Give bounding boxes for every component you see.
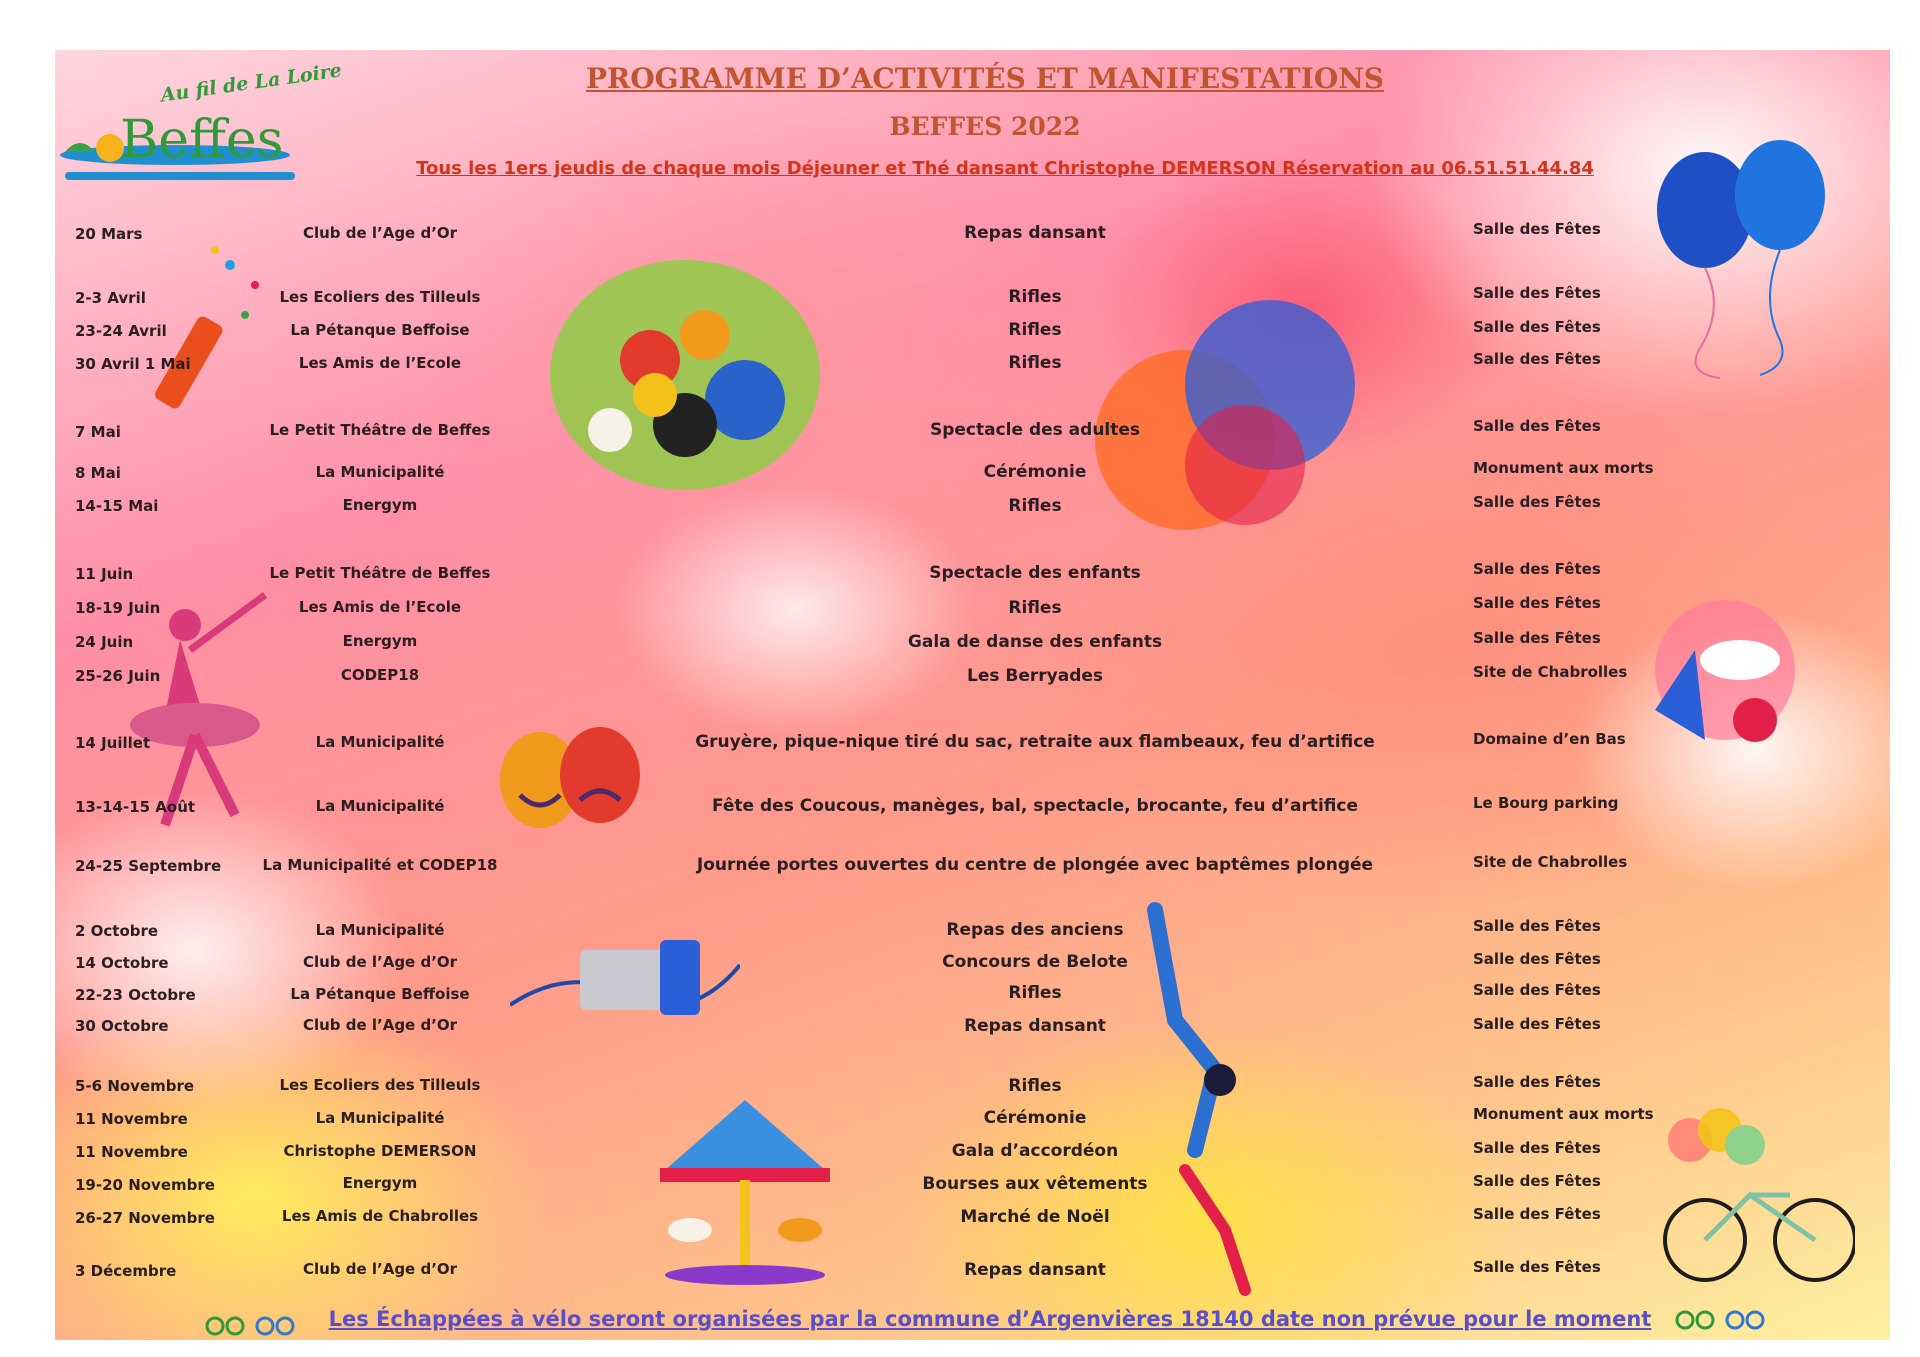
event-organizer: Le Petit Théâtre de Beffes: [269, 564, 491, 582]
event-activity: Rifles: [1008, 598, 1062, 618]
event-organizer: Energym: [342, 632, 418, 650]
poster: [55, 50, 1890, 1340]
event-date: 24 Juin: [75, 633, 134, 651]
event-activity: Cérémonie: [983, 462, 1087, 482]
event-place: Salle des Fêtes: [1473, 560, 1601, 578]
event-activity: Rifles: [1008, 353, 1062, 373]
event-date: 2-3 Avril: [75, 289, 146, 307]
event-date: 30 Avril 1 Mai: [75, 355, 191, 373]
event-activity: Bourses aux vêtements: [922, 1174, 1148, 1194]
event-organizer: La Pétanque Beffoise: [290, 321, 470, 339]
event-date: 23-24 Avril: [75, 322, 167, 340]
event-organizer: Les Amis de l’Ecole: [298, 598, 462, 616]
event-date: 30 Octobre: [75, 1017, 169, 1035]
event-organizer: Les Amis de l’Ecole: [298, 354, 462, 372]
event-activity: Repas dansant: [964, 1260, 1106, 1280]
event-place: Salle des Fêtes: [1473, 1258, 1601, 1276]
event-activity: Repas dansant: [964, 223, 1106, 243]
event-place: Salle des Fêtes: [1473, 284, 1601, 302]
event-organizer: La Municipalité: [315, 733, 445, 751]
doves-bouquet-icon: [1645, 590, 1825, 764]
event-organizer: La Municipalité: [315, 1109, 445, 1127]
event-organizer: La Pétanque Beffoise: [290, 985, 470, 1003]
logo-tagline: Au fil de La Loire: [159, 59, 344, 107]
event-organizer: La Municipalité: [315, 463, 445, 481]
event-activity: Journée portes ouvertes du centre de plongée avec baptêmes plongée: [696, 855, 1374, 875]
event-activity: Fête des Coucous, manèges, bal, spectacle, brocante, feu d’artifice: [711, 796, 1359, 816]
event-place: Salle des Fêtes: [1473, 493, 1601, 511]
event-activity: Gala d’accordéon: [951, 1141, 1119, 1161]
event-date: 24-25 Septembre: [75, 857, 222, 875]
event-activity: Repas des anciens: [946, 920, 1124, 940]
event-organizer: CODEP18: [340, 666, 420, 684]
event-place: Salle des Fêtes: [1473, 220, 1601, 238]
event-activity: Spectacle des enfants: [929, 563, 1141, 583]
event-place: Monument aux morts: [1473, 1105, 1654, 1123]
event-organizer: Christophe DEMERSON: [283, 1142, 477, 1160]
event-place: Salle des Fêtes: [1473, 1172, 1601, 1190]
event-organizer: La Municipalité: [315, 797, 445, 815]
event-place: Domaine d’en Bas: [1473, 730, 1626, 748]
event-place: Salle des Fêtes: [1473, 981, 1601, 999]
event-place: Site de Chabrolles: [1473, 663, 1628, 681]
event-place: Salle des Fêtes: [1473, 1015, 1601, 1033]
event-date: 2 Octobre: [75, 922, 159, 940]
event-activity: Rifles: [1008, 320, 1062, 340]
event-date: 25-26 Juin: [75, 667, 161, 685]
page-subtitle: BEFFES 2022: [889, 112, 1081, 141]
event-organizer: Les Ecoliers des Tilleuls: [279, 288, 481, 306]
event-place: Salle des Fêtes: [1473, 917, 1601, 935]
event-date: 11 Novembre: [75, 1143, 188, 1161]
event-organizer: Les Ecoliers des Tilleuls: [279, 1076, 481, 1094]
event-date: 11 Novembre: [75, 1110, 188, 1128]
event-activity: Repas dansant: [964, 1016, 1106, 1036]
event-organizer: Le Petit Théâtre de Beffes: [269, 421, 491, 439]
event-place: Monument aux morts: [1473, 459, 1654, 477]
event-organizer: La Municipalité: [315, 921, 445, 939]
footer-note: Les Échappées à vélo seront organisées par la commune d’Argenvières 18140 date non prévue pour le moment: [328, 1307, 1652, 1331]
balloons-icon: [1645, 140, 1835, 384]
event-place: Salle des Fêtes: [1473, 950, 1601, 968]
event-date: 8 Mai: [75, 464, 121, 482]
event-activity: Marché de Noël: [960, 1207, 1110, 1227]
bicycle-icon: [1655, 1090, 1855, 1294]
event-date: 7 Mai: [75, 423, 121, 441]
event-organizer: Club de l’Age d’Or: [302, 224, 458, 242]
event-organizer: La Municipalité et CODEP18: [262, 856, 498, 874]
event-place: Salle des Fêtes: [1473, 417, 1601, 435]
event-activity: Rifles: [1008, 983, 1062, 1003]
event-date: 3 Décembre: [75, 1262, 177, 1280]
event-organizer: Club de l’Age d’Or: [302, 1260, 458, 1278]
event-activity: Gala de danse des enfants: [907, 632, 1163, 652]
event-organizer: Club de l’Age d’Or: [302, 953, 458, 971]
event-place: Salle des Fêtes: [1473, 350, 1601, 368]
event-date: 5-6 Novembre: [75, 1077, 195, 1095]
event-place: Le Bourg parking: [1473, 794, 1619, 812]
event-activity: Cérémonie: [983, 1108, 1087, 1128]
event-date: 19-20 Novembre: [75, 1176, 215, 1194]
event-place: Salle des Fêtes: [1473, 1073, 1601, 1091]
event-place: Salle des Fêtes: [1473, 318, 1601, 336]
event-date: 13-14-15 Août: [75, 798, 196, 816]
event-activity: Gruyère, pique-nique tiré du sac, retraite aux flambeaux, feu d’artifice: [695, 732, 1375, 752]
event-activity: Rifles: [1008, 287, 1062, 307]
event-organizer: Les Amis de Chabrolles: [281, 1207, 479, 1225]
event-date: 14 Octobre: [75, 954, 169, 972]
event-organizer: Energym: [342, 496, 418, 514]
event-date: 20 Mars: [75, 225, 143, 243]
logo-name: Beffes: [120, 110, 284, 170]
event-date: 14 Juillet: [75, 734, 151, 752]
event-place: Salle des Fêtes: [1473, 1205, 1601, 1223]
event-date: 18-19 Juin: [75, 599, 161, 617]
event-activity: Rifles: [1008, 1076, 1062, 1096]
footer-bicycle-icons-right: [1675, 1302, 1770, 1336]
event-activity: Concours de Belote: [942, 952, 1128, 972]
event-organizer: Club de l’Age d’Or: [302, 1016, 458, 1034]
event-activity: Les Berryades: [966, 666, 1104, 686]
event-place: Salle des Fêtes: [1473, 1139, 1601, 1157]
event-organizer: Energym: [342, 1174, 418, 1192]
event-activity: Rifles: [1008, 496, 1062, 516]
event-date: 11 Juin: [75, 565, 134, 583]
event-date: 14-15 Mai: [75, 497, 159, 515]
event-place: Salle des Fêtes: [1473, 629, 1601, 647]
page-title: PROGRAMME D’ACTIVITÉS ET MANIFESTATIONS: [585, 62, 1385, 95]
footer-bicycle-icons-left: [205, 1308, 300, 1340]
event-place: Site de Chabrolles: [1473, 853, 1628, 871]
event-place: Salle des Fêtes: [1473, 594, 1601, 612]
event-date: 22-23 Octobre: [75, 986, 196, 1004]
beffes-logo: [55, 59, 344, 210]
recurring-event-line: Tous les 1ers jeudis de chaque mois Déjeuner et Thé dansant Christophe DEMERSON Réservation au 06.51.51.44.84: [416, 158, 1594, 179]
event-activity: Spectacle des adultes: [929, 420, 1141, 440]
event-date: 26-27 Novembre: [75, 1209, 215, 1227]
